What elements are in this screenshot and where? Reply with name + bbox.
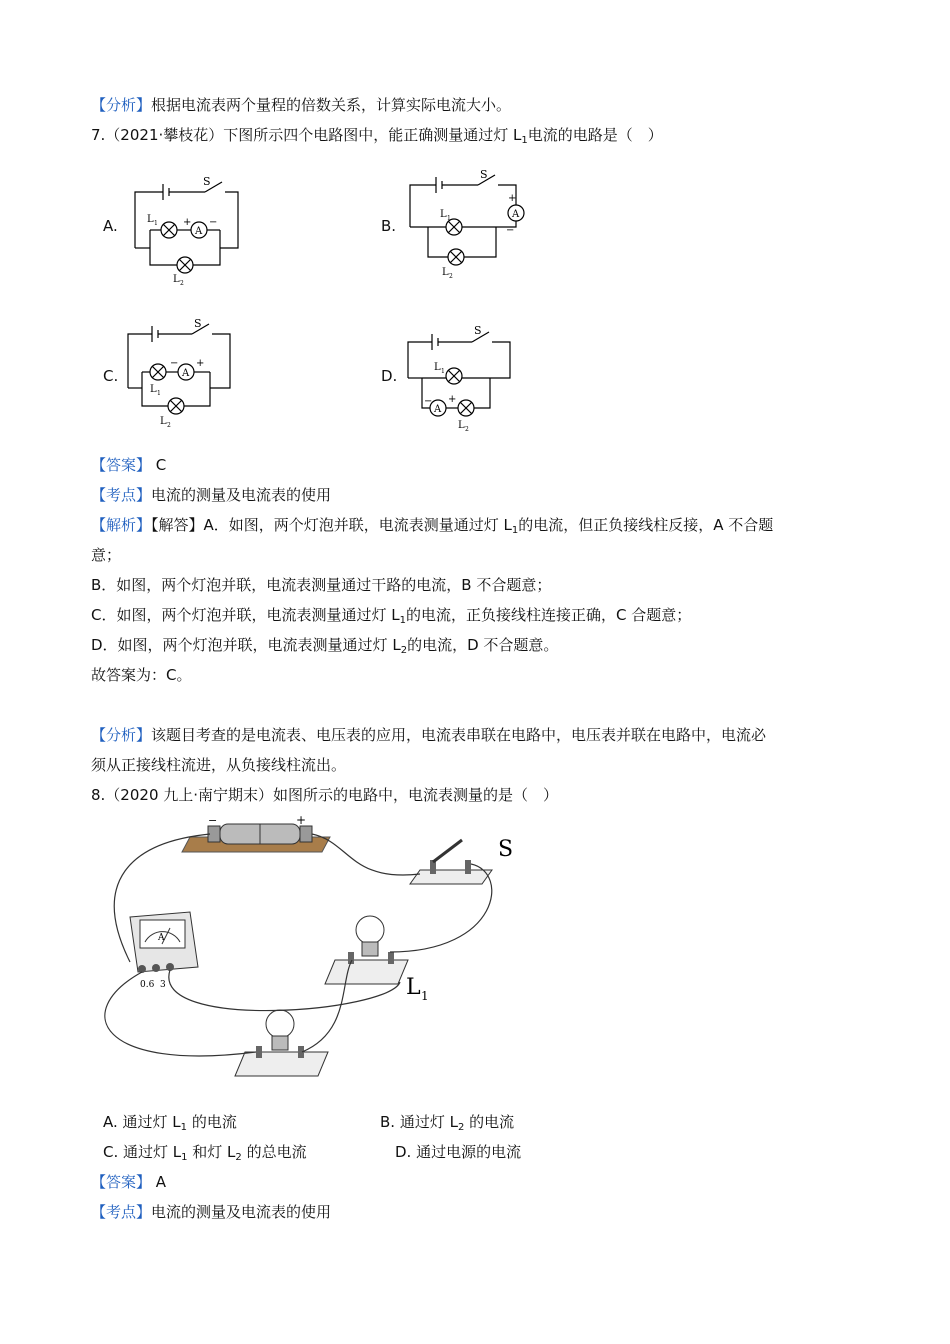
svg-text:L: L (458, 420, 465, 431)
q8-option-d: D. 通过电源的电流 (395, 1143, 522, 1161)
q7-explain-line1: 【解析】【解答】A．如图，两个灯泡并联，电流表测量通过灯 $L_1$的电流，但正负接线柱反接，A 不合题 (91, 516, 774, 536)
ammeter-a-label: A (195, 226, 203, 237)
svg-text:L: L (147, 214, 154, 225)
q7-explain-line4: C．如图，两个灯泡并联，电流表测量通过灯 $L_1$的电流，正负接线柱连接正确，C 合题意； (91, 606, 692, 626)
q8-stem: 8.（2020 九上·南宁期末）如图所示的电路中，电流表测量的是（ ） (91, 786, 559, 804)
svg-text:L: L (160, 416, 167, 427)
option-d-label: D. (381, 367, 398, 385)
switch-s-label-b: S (480, 168, 488, 181)
option-b-label: B. (381, 217, 397, 235)
q8-option-c: C. 通过灯 $L_1$ 和灯 $L_2$ 的总电流 (103, 1143, 307, 1163)
svg-text:L: L (442, 267, 449, 278)
svg-text:A: A (158, 933, 165, 943)
q7-point: 【考点】电流的测量及电流表的使用 (91, 486, 332, 504)
svg-text:2: 2 (167, 422, 171, 429)
svg-text:1: 1 (154, 220, 158, 227)
svg-text:1: 1 (421, 989, 429, 1003)
svg-text:+: + (183, 217, 192, 228)
ammeter-d-label: A (434, 404, 442, 415)
svg-text:−: − (209, 217, 218, 228)
ammeter-c-label: A (182, 368, 190, 379)
svg-text:1: 1 (441, 368, 445, 375)
q8-option-a: A. 通过灯 $L_1$ 的电流 (103, 1113, 237, 1133)
switch-s-label: S (203, 175, 211, 188)
circuit-a (125, 170, 245, 285)
switch-s-label-q8: S (498, 837, 514, 862)
svg-text:3: 3 (160, 980, 166, 990)
battery (182, 824, 330, 852)
q8-answer: 【答案】 A (91, 1173, 167, 1191)
svg-text:+: + (508, 193, 517, 204)
switch-s-label-d: S (474, 324, 482, 337)
option-a-label: A. (103, 217, 118, 235)
q7-answer: 【答案】 C (91, 456, 167, 474)
svg-text:1: 1 (447, 215, 451, 222)
q7-explain-line5: D．如图，两个灯泡并联，电流表测量通过灯 $L_2$的电流，D 不合题意。 (91, 636, 559, 656)
svg-text:L: L (440, 209, 447, 220)
svg-text:+: + (448, 394, 457, 405)
svg-text:L: L (150, 384, 157, 395)
q7-explain-line2: 意； (91, 546, 122, 564)
circuit-d (400, 312, 520, 432)
q8-option-b: B. 通过灯 $L_2$ 的电流 (380, 1113, 515, 1133)
svg-text:2: 2 (465, 426, 469, 432)
svg-text:−: − (170, 358, 179, 369)
svg-text:L: L (173, 274, 180, 285)
knife-switch (410, 840, 492, 884)
svg-text:2: 2 (180, 280, 184, 285)
svg-text:L: L (434, 362, 441, 373)
q7-explain-line6: 故答案为：C。 (91, 666, 192, 684)
svg-text:−: − (506, 225, 515, 236)
svg-text:−: − (208, 814, 218, 827)
q8-point: 【考点】电流的测量及电流表的使用 (91, 1203, 332, 1221)
svg-text:1: 1 (157, 390, 161, 397)
lamp-l2 (235, 1010, 328, 1076)
svg-text:−: − (424, 396, 433, 407)
svg-text:+: + (196, 358, 205, 369)
svg-text:2: 2 (449, 273, 453, 280)
q7-analysis-line1: 【分析】该题目考查的是电流表、电压表的应用，电流表串联在电路中，电压表并联在电路中，电流必 (91, 726, 767, 744)
svg-text:+: + (296, 813, 307, 827)
q7-explain-line3: B．如图，两个灯泡并联，电流表测量通过干路的电流，B 不合题意； (91, 576, 552, 594)
svg-text:L: L (406, 975, 421, 1000)
switch-s-label-c: S (194, 317, 202, 330)
q8-circuit-figure (90, 812, 530, 1084)
q7-analysis-line2: 须从正接线柱流进，从负接线柱流出。 (91, 756, 347, 774)
q6-analysis: 【分析】根据电流表两个量程的倍数关系，计算实际电流大小。 (91, 96, 512, 114)
circuit-c (120, 312, 240, 430)
ammeter-b-label: A (512, 209, 520, 220)
option-c-label: C. (103, 367, 119, 385)
q7-stem: 7.（2021·攀枝花）下图所示四个电路图中，能正确测量通过灯 $L_1$电流的电路是（ ） (91, 126, 663, 146)
svg-text:0.6: 0.6 (140, 980, 155, 990)
lamp-l1 (325, 916, 408, 984)
circuit-b (398, 165, 528, 280)
